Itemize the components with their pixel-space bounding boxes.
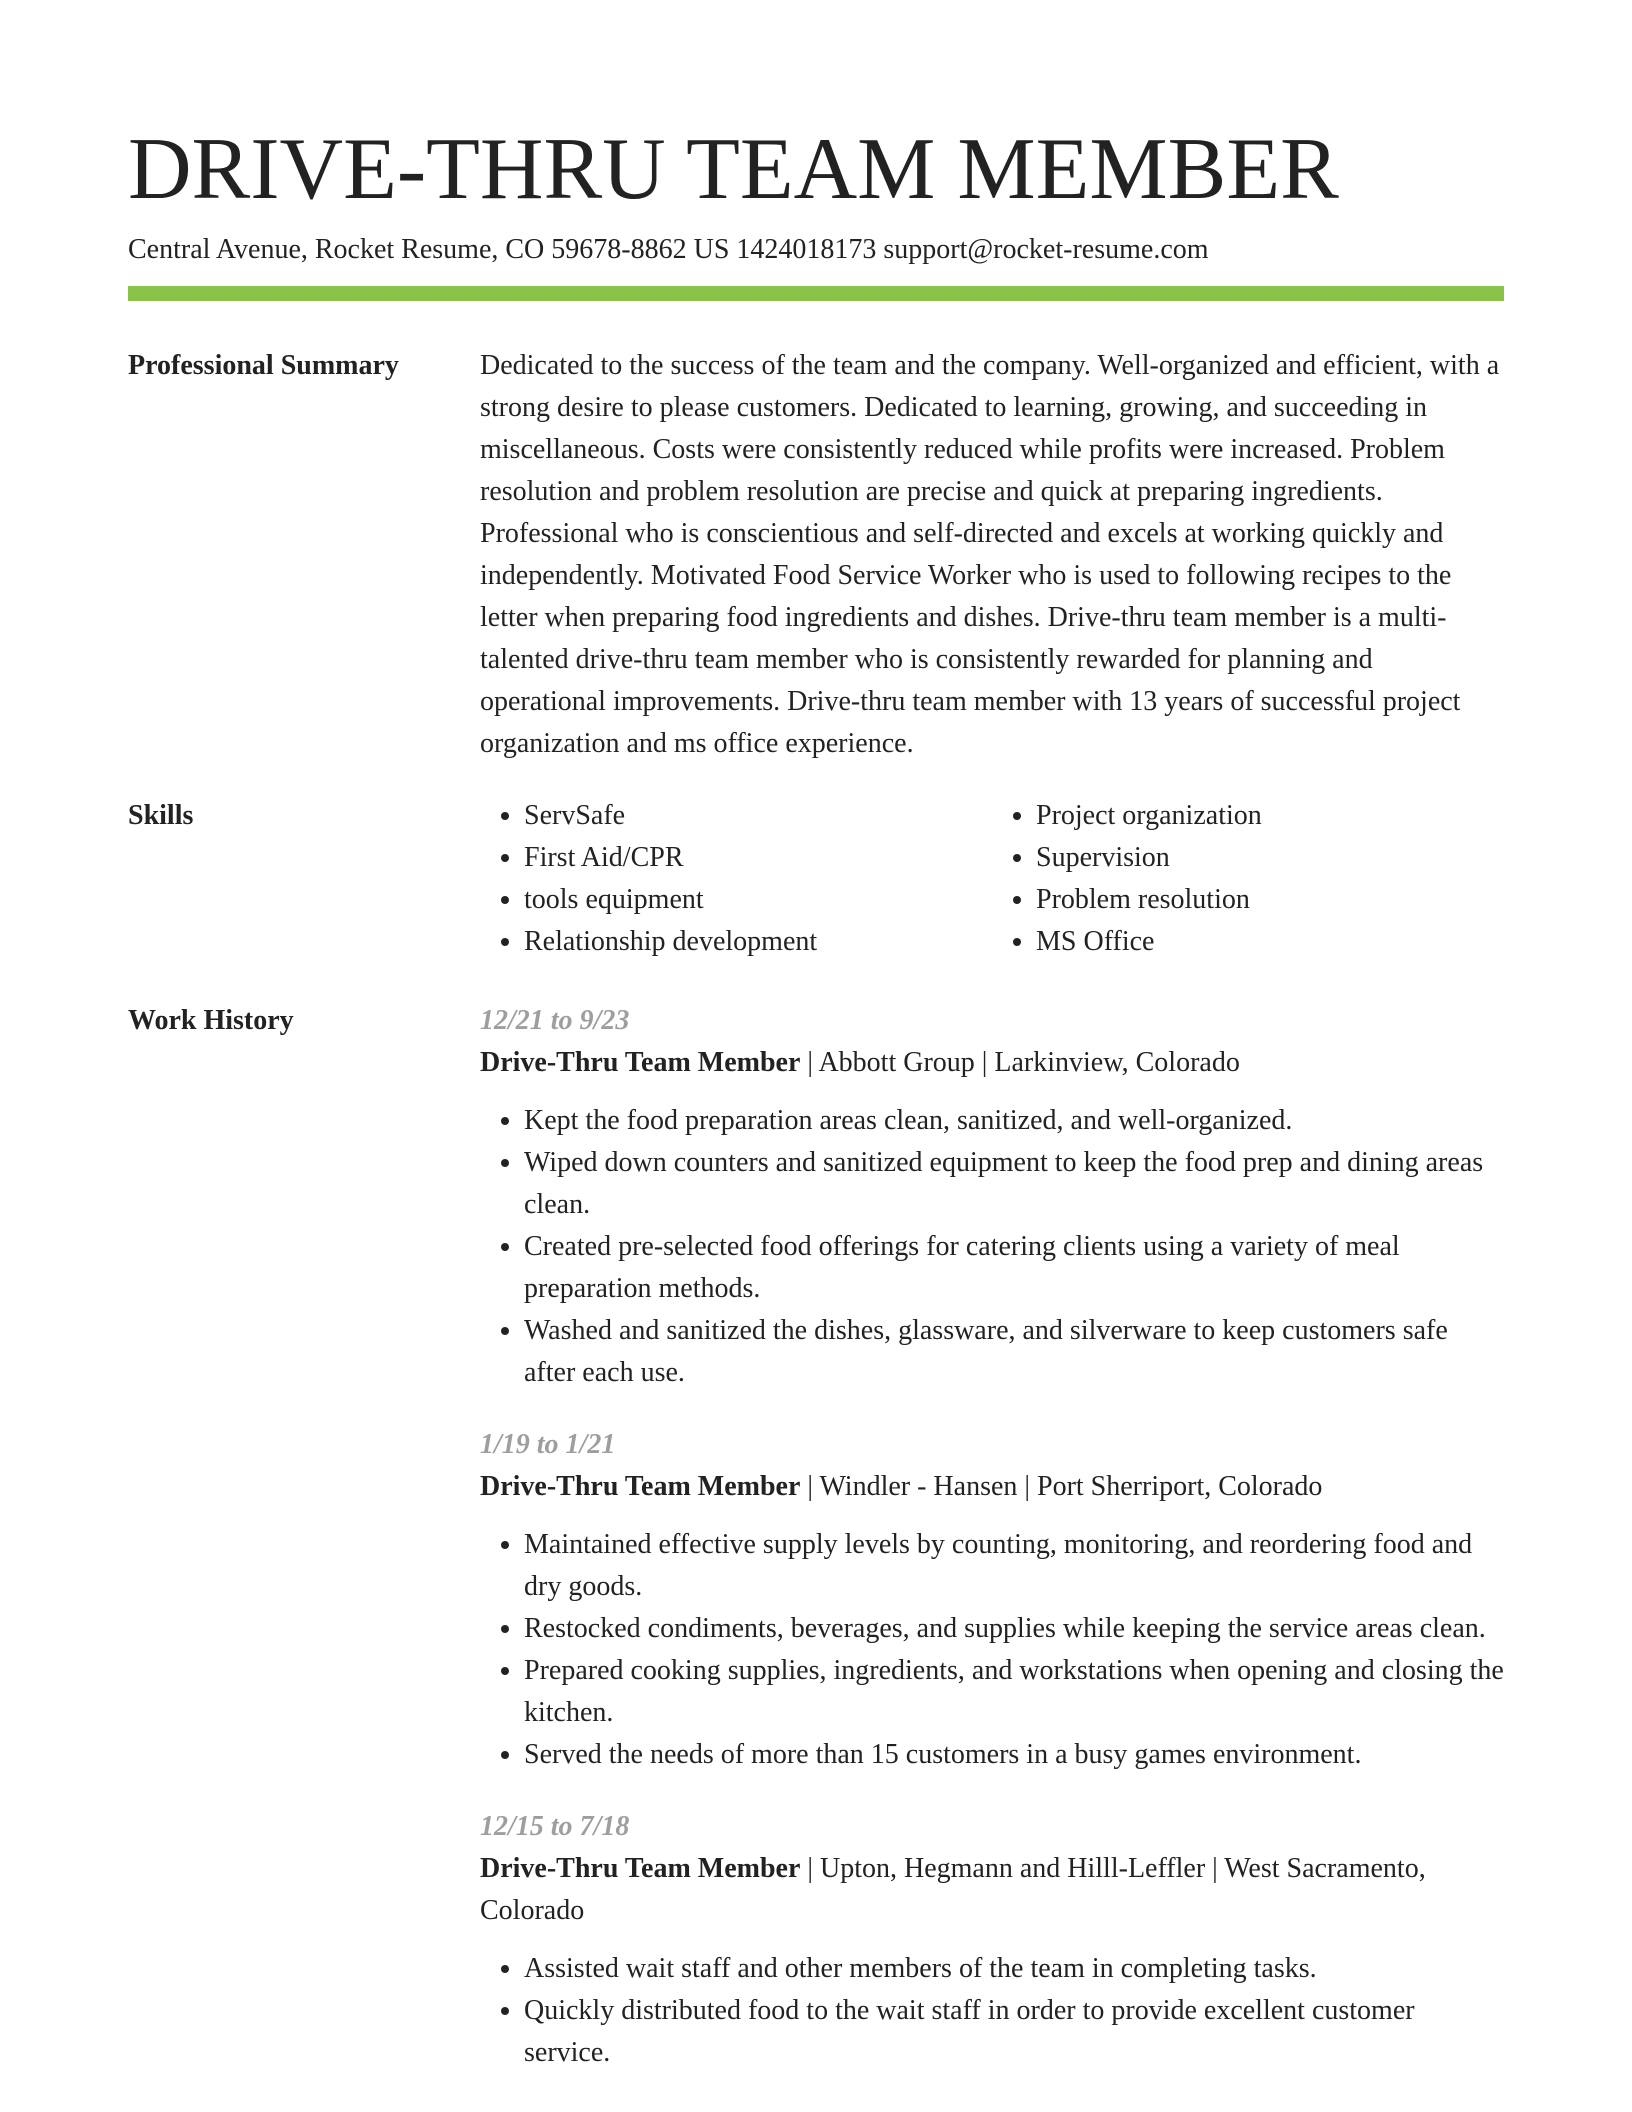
skills-body: [480, 795, 1504, 963]
job-entry: [480, 1806, 1504, 2074]
job-heading: [480, 1042, 1504, 1084]
job-entry: [480, 1424, 1504, 1776]
skills-list-right: [992, 795, 1504, 963]
job-bullet: • Created pre-selected food offerings for catering clients using a variety of meal preparation methods.: [524, 1226, 1504, 1310]
job-entry: [480, 1000, 1504, 1394]
job-heading: [480, 1466, 1504, 1508]
skill-item: • Supervision: [1036, 837, 1504, 879]
resume-name: DRIVE-THRU TEAM MEMBER: [128, 121, 1339, 218]
job-dates: 12/21 to 9/23: [480, 1005, 630, 1036]
skill-item: • MS Office: [1036, 921, 1504, 963]
job-bullet: • Served the needs of more than 15 customers in a busy games environment.: [524, 1734, 1504, 1776]
skills-list-left: [480, 795, 992, 963]
job-dates: 1/19 to 1/21: [480, 1429, 616, 1460]
skill-item: • Relationship development: [524, 921, 992, 963]
skills-heading: Skills: [128, 800, 194, 831]
job-bullet: • Prepared cooking supplies, ingredients, and workstations when opening and closing the kitchen.: [524, 1650, 1504, 1734]
job-bullet: • Assisted wait staff and other members of the team in completing tasks.: [524, 1948, 1504, 1990]
job-details: | Upton, Hegmann and Hilll-Leffler | West Sacramento, Colorado: [480, 1853, 1426, 1926]
job-details: | Windler - Hansen | Port Sherriport, Colorado: [800, 1471, 1323, 1502]
job-details: | Abbott Group | Larkinview, Colorado: [800, 1047, 1240, 1078]
job-dates: 12/15 to 7/18: [480, 1811, 630, 1842]
job-heading: [480, 1848, 1504, 1932]
contact-line: Central Avenue, Rocket Resume, CO 59678-8862 US 1424018173 support@rocket-resume.com: [128, 234, 1209, 265]
accent-divider: [128, 286, 1504, 301]
job-bullets: [480, 1524, 1504, 1776]
job-bullets: [480, 1100, 1504, 1394]
job-title: Drive-Thru Team Member: [480, 1471, 801, 1502]
summary-body: [480, 345, 1504, 765]
skill-item: • ServSafe: [524, 795, 992, 837]
job-bullet: • Quickly distributed food to the wait staff in order to provide excellent customer service.: [524, 1990, 1504, 2074]
job-bullet: • Kept the food preparation areas clean, sanitized, and well-organized.: [524, 1100, 1504, 1142]
work-history-body: [480, 1000, 1504, 2104]
summary-heading: Professional Summary: [128, 350, 399, 381]
job-bullets: [480, 1948, 1504, 2074]
skill-item: • tools equipment: [524, 879, 992, 921]
job-bullet: • Maintained effective supply levels by counting, monitoring, and reordering food and dry goods.: [524, 1524, 1504, 1608]
job-title: Drive-Thru Team Member: [480, 1853, 801, 1884]
work-history-heading: Work History: [128, 1005, 294, 1036]
job-bullet: • Washed and sanitized the dishes, glassware, and silverware to keep customers safe after each use.: [524, 1310, 1504, 1394]
skill-item: • Problem resolution: [1036, 879, 1504, 921]
job-title: Drive-Thru Team Member: [480, 1047, 801, 1078]
summary-text: Dedicated to the success of the team and the company. Well-organized and efficient, with a strong desire to please customers. Dedicated to learning, growing, and succeeding in miscellaneous. Costs were consistently reduced while profits were increased. Problem resolution and problem resolution are precise and quick at preparing ingredients. Professional who is conscientious and self-directed and excels at working quickly and independently. Motivated Food Service Worker who is used to following recipes to the letter when preparing food ingredients and dishes. Drive-thru team member is a multi-talented drive-thru team member who is consistently rewarded for planning and operational improvements. Drive-thru team member with 13 years of successful project organization and ms office experience.: [480, 350, 1500, 759]
skill-item: • Project organization: [1036, 795, 1504, 837]
job-bullet: • Wiped down counters and sanitized equipment to keep the food prep and dining areas clean.: [524, 1142, 1504, 1226]
job-bullet: • Restocked condiments, beverages, and supplies while keeping the service areas clean.: [524, 1608, 1504, 1650]
skill-item: • First Aid/CPR: [524, 837, 992, 879]
